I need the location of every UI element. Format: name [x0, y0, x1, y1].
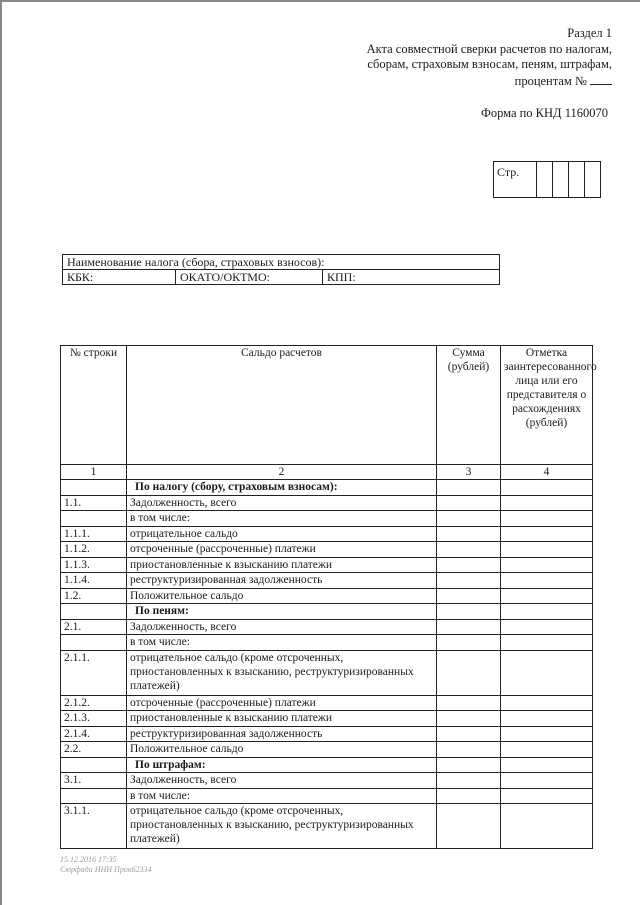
table-row: [61, 726, 593, 742]
row-number: 2.1.1.: [61, 650, 127, 695]
row-label: отсроченные (рассроченные) платежи: [127, 695, 437, 711]
amount-cell[interactable]: [437, 511, 501, 527]
discrepancy-note-cell[interactable]: [501, 726, 593, 742]
balance-table: [60, 345, 597, 849]
row-label: реструктуризированная задолженность: [127, 726, 437, 742]
stamp-line-2: Сюрфада ИНН Прик62334: [60, 865, 152, 874]
row-number: 1.1.3.: [61, 557, 127, 573]
row-number: 2.1.3.: [61, 711, 127, 727]
row-number: 2.1.2.: [61, 695, 127, 711]
discrepancy-note-cell[interactable]: [501, 804, 593, 849]
table-row: [61, 742, 593, 758]
act-number-blank: [590, 73, 612, 85]
row-number: [61, 757, 127, 773]
row-number: 3.1.1.: [61, 804, 127, 849]
page-edge-top: [0, 0, 640, 2]
stamp-line-1: 15.12.2016 17:35: [60, 855, 117, 864]
tax-info-table: [62, 254, 500, 285]
amount-cell[interactable]: [437, 804, 501, 849]
col-header-row-no: № строки: [61, 346, 127, 465]
row-number: 1.1.4.: [61, 573, 127, 589]
electronic-stamp: [60, 855, 152, 875]
row-label: в том числе:: [127, 635, 437, 651]
table-row: [61, 757, 593, 773]
form-code: Форма по КНД 1160070: [480, 106, 608, 120]
amount-cell[interactable]: [437, 619, 501, 635]
table-row: [61, 695, 593, 711]
title-line-1: Акта совместной сверки расчетов по налогам,: [366, 41, 612, 56]
row-number: 1.1.1.: [61, 526, 127, 542]
section-heading: По налогу (сбору, страховым взносам):: [127, 480, 437, 496]
section-title: Раздел 1: [567, 26, 612, 40]
row-label: отрицательное сальдо (кроме отсроченных, приостановленных к взысканию, реструктуризированных платежей): [127, 650, 437, 695]
amount-cell[interactable]: [437, 635, 501, 651]
row-label: реструктуризированная задолженность: [127, 573, 437, 589]
discrepancy-note-cell[interactable]: [501, 788, 593, 804]
table-row: [61, 711, 593, 727]
row-number: 2.1.: [61, 619, 127, 635]
page-digit-cell[interactable]: [553, 162, 569, 198]
table-row: [61, 804, 593, 849]
discrepancy-note-cell[interactable]: [501, 711, 593, 727]
amount-cell[interactable]: [437, 757, 501, 773]
page-edge-left: [0, 0, 2, 905]
row-number: 2.1.4.: [61, 726, 127, 742]
table-row: [61, 650, 593, 695]
row-label: отрицательное сальдо: [127, 526, 437, 542]
table-row: [61, 480, 593, 496]
discrepancy-note-cell[interactable]: [501, 650, 593, 695]
amount-cell[interactable]: [437, 573, 501, 589]
amount-cell[interactable]: [437, 711, 501, 727]
table-row: [61, 588, 593, 604]
row-number: [61, 635, 127, 651]
table-row: [61, 526, 593, 542]
amount-cell[interactable]: [437, 480, 501, 496]
row-label: приостановленные к взысканию платежи: [127, 557, 437, 573]
tax-name-label: Наименование налога (сбора, страховых взносов):: [67, 255, 325, 269]
kpp-cell[interactable]: [323, 270, 500, 285]
row-number: [61, 511, 127, 527]
table-row: [61, 495, 593, 511]
table-row: [61, 557, 593, 573]
discrepancy-note-cell[interactable]: [501, 588, 593, 604]
discrepancy-note-cell[interactable]: [501, 526, 593, 542]
title-line-2: сборам, страховым взносам, пеням, штрафам,: [367, 57, 612, 71]
table-row: [61, 635, 593, 651]
tax-name-cell[interactable]: [63, 255, 500, 270]
amount-cell[interactable]: [437, 588, 501, 604]
document-header: [367, 26, 612, 89]
col-number: 3: [437, 465, 501, 480]
row-number: 1.2.: [61, 588, 127, 604]
okato-label: ОКАТО/ОКТМО:: [180, 270, 270, 284]
page-digit-cell[interactable]: [585, 162, 601, 198]
row-number: 3.1.: [61, 773, 127, 789]
col-header-balance: Сальдо расчетов: [127, 346, 437, 465]
discrepancy-note-cell[interactable]: [501, 742, 593, 758]
row-label: Задолженность, всего: [127, 773, 437, 789]
discrepancy-note-cell[interactable]: [501, 557, 593, 573]
page-number-label: Стр.: [494, 162, 537, 198]
amount-cell[interactable]: [437, 650, 501, 695]
discrepancy-note-cell[interactable]: [501, 619, 593, 635]
kbk-label: КБК:: [67, 270, 94, 284]
amount-cell[interactable]: [437, 495, 501, 511]
col-header-amount: Сумма (рублей): [437, 346, 501, 465]
row-number: 1.1.2.: [61, 542, 127, 558]
okato-cell[interactable]: [176, 270, 323, 285]
discrepancy-note-cell[interactable]: [501, 695, 593, 711]
page-digit-cell[interactable]: [537, 162, 553, 198]
amount-cell[interactable]: [437, 526, 501, 542]
discrepancy-note-cell[interactable]: [501, 635, 593, 651]
row-label: в том числе:: [127, 788, 437, 804]
kbk-cell[interactable]: [63, 270, 176, 285]
amount-cell[interactable]: [437, 542, 501, 558]
row-label: Положительное сальдо: [127, 742, 437, 758]
amount-cell[interactable]: [437, 604, 501, 620]
amount-cell[interactable]: [437, 695, 501, 711]
amount-cell[interactable]: [437, 788, 501, 804]
table-row: [61, 604, 593, 620]
table-row: [61, 788, 593, 804]
table-row: [61, 573, 593, 589]
row-number: 1.1.: [61, 495, 127, 511]
row-number: [61, 788, 127, 804]
amount-cell[interactable]: [437, 726, 501, 742]
title-line-3: [367, 73, 612, 90]
amount-cell[interactable]: [437, 742, 501, 758]
table-row: [61, 773, 593, 789]
col-number: 2: [127, 465, 437, 480]
discrepancy-note-cell[interactable]: [501, 757, 593, 773]
row-number: [61, 480, 127, 496]
row-label: Задолженность, всего: [127, 495, 437, 511]
discrepancy-note-cell[interactable]: [501, 511, 593, 527]
title-line-3-text: процентам №: [514, 73, 587, 88]
row-label: отрицательное сальдо (кроме отсроченных, приостановленных к взысканию, реструктуризированных платежей): [127, 804, 437, 849]
row-number: [61, 604, 127, 620]
table-row: [61, 542, 593, 558]
row-label: в том числе:: [127, 511, 437, 527]
discrepancy-note-cell[interactable]: [501, 573, 593, 589]
column-numbers-row: [61, 465, 593, 480]
table-row: [61, 619, 593, 635]
discrepancy-note-cell[interactable]: [501, 542, 593, 558]
amount-cell[interactable]: [437, 557, 501, 573]
col-header-note: Отметка заинтересованного лица или его представителя о расхождениях (рублей): [501, 346, 593, 465]
discrepancy-note-cell[interactable]: [501, 495, 593, 511]
page-number-box: [493, 161, 601, 198]
amount-cell[interactable]: [437, 773, 501, 789]
row-label: приостановленные к взысканию платежи: [127, 711, 437, 727]
kpp-label: КПП:: [327, 270, 356, 284]
col-number: 1: [61, 465, 127, 480]
discrepancy-note-cell[interactable]: [501, 773, 593, 789]
col-number: 4: [501, 465, 593, 480]
page-digit-cell[interactable]: [569, 162, 585, 198]
discrepancy-note-cell[interactable]: [501, 480, 593, 496]
row-label: отсроченные (рассроченные) платежи: [127, 542, 437, 558]
discrepancy-note-cell[interactable]: [501, 604, 593, 620]
table-row: [61, 511, 593, 527]
row-label: Положительное сальдо: [127, 588, 437, 604]
section-heading: По штрафам:: [127, 757, 437, 773]
row-label: Задолженность, всего: [127, 619, 437, 635]
section-heading: По пеням:: [127, 604, 437, 620]
row-number: 2.2.: [61, 742, 127, 758]
